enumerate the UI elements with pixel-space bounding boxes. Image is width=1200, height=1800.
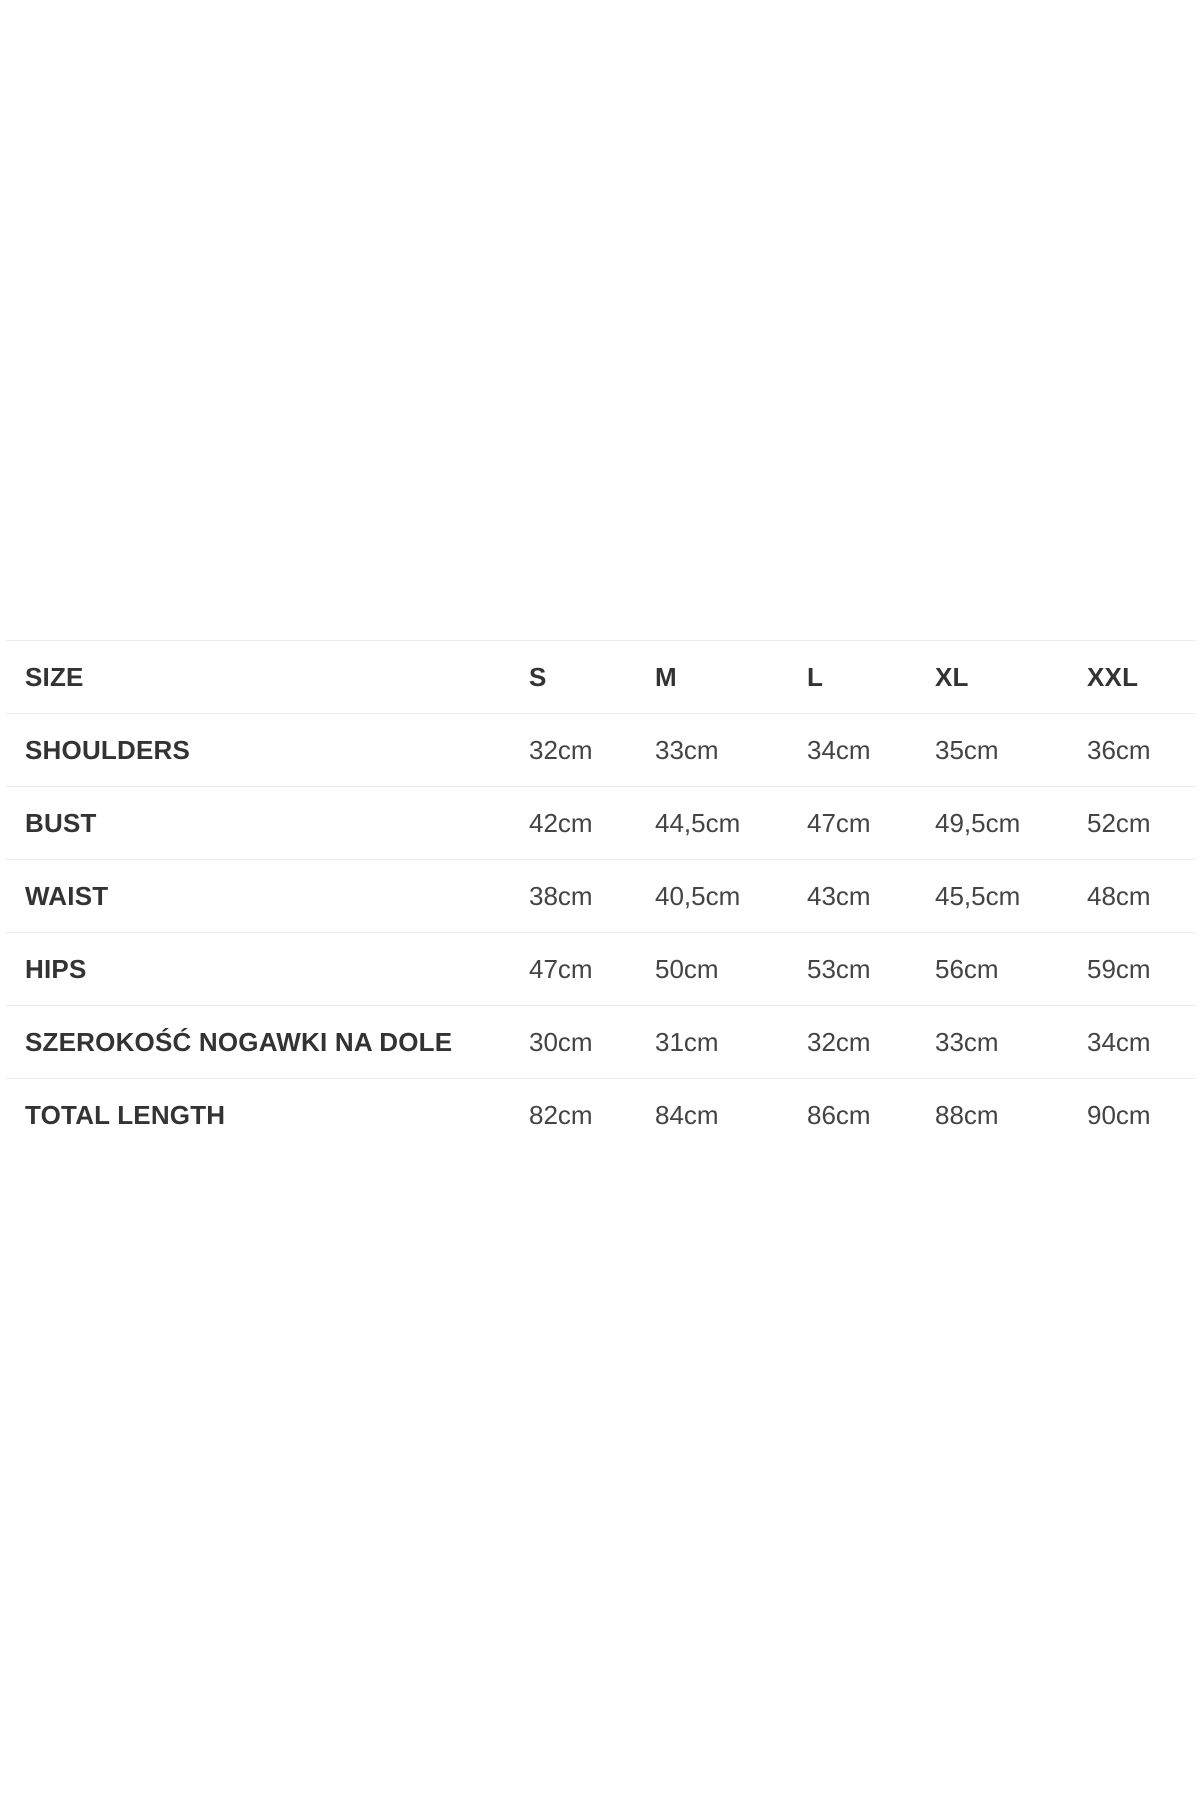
table-cell: 44,5cm: [655, 807, 741, 838]
table-cell: 34cm: [1087, 1026, 1151, 1057]
row-label-waist: WAIST: [25, 880, 109, 911]
header-size-label: SIZE: [25, 661, 84, 692]
table-cell: 32cm: [529, 734, 593, 765]
table-cell: 88cm: [935, 1099, 999, 1130]
table-cell: 30cm: [529, 1026, 593, 1057]
table-cell: 50cm: [655, 953, 719, 984]
row-label-total-length: TOTAL LENGTH: [25, 1099, 226, 1130]
table-cell: 38cm: [529, 880, 593, 911]
table-cell: 43cm: [807, 880, 871, 911]
header-size-l: L: [807, 661, 824, 692]
table-row: [6, 933, 1196, 1006]
table-row: [6, 1006, 1196, 1079]
table-cell: 82cm: [529, 1099, 593, 1130]
table-cell: 33cm: [655, 734, 719, 765]
header-size-m: M: [655, 661, 677, 692]
table-cell: 47cm: [807, 807, 871, 838]
size-chart-table: [6, 640, 1196, 1152]
table-cell: 48cm: [1087, 880, 1151, 911]
table-cell: 36cm: [1087, 734, 1151, 765]
table-row: [6, 787, 1196, 860]
table-cell: 33cm: [935, 1026, 999, 1057]
table-cell: 35cm: [935, 734, 999, 765]
table-cell: 45,5cm: [935, 880, 1021, 911]
row-label-hips: HIPS: [25, 953, 87, 984]
header-size-xxl: XXL: [1087, 661, 1139, 692]
table-cell: 53cm: [807, 953, 871, 984]
table-cell: 84cm: [655, 1099, 719, 1130]
table-cell: 90cm: [1087, 1099, 1151, 1130]
table-cell: 56cm: [935, 953, 999, 984]
table-cell: 42cm: [529, 807, 593, 838]
header-size-xl: XL: [935, 661, 969, 692]
header-size-s: S: [529, 661, 547, 692]
table-cell: 52cm: [1087, 807, 1151, 838]
table-row: [6, 1079, 1196, 1152]
table-cell: 34cm: [807, 734, 871, 765]
table-cell: 32cm: [807, 1026, 871, 1057]
row-label-shoulders: SHOULDERS: [25, 734, 191, 765]
table-cell: 31cm: [655, 1026, 719, 1057]
table-cell: 47cm: [529, 953, 593, 984]
row-label-leg-width: SZEROKOŚĆ NOGAWKI NA DOLE: [25, 1026, 453, 1057]
table-cell: 40,5cm: [655, 880, 741, 911]
table-cell: 49,5cm: [935, 807, 1021, 838]
row-label-bust: BUST: [25, 807, 97, 838]
table-row: [6, 860, 1196, 933]
table-header-row: [6, 641, 1196, 714]
table-cell: 86cm: [807, 1099, 871, 1130]
table-row: [6, 714, 1196, 787]
table-cell: 59cm: [1087, 953, 1151, 984]
